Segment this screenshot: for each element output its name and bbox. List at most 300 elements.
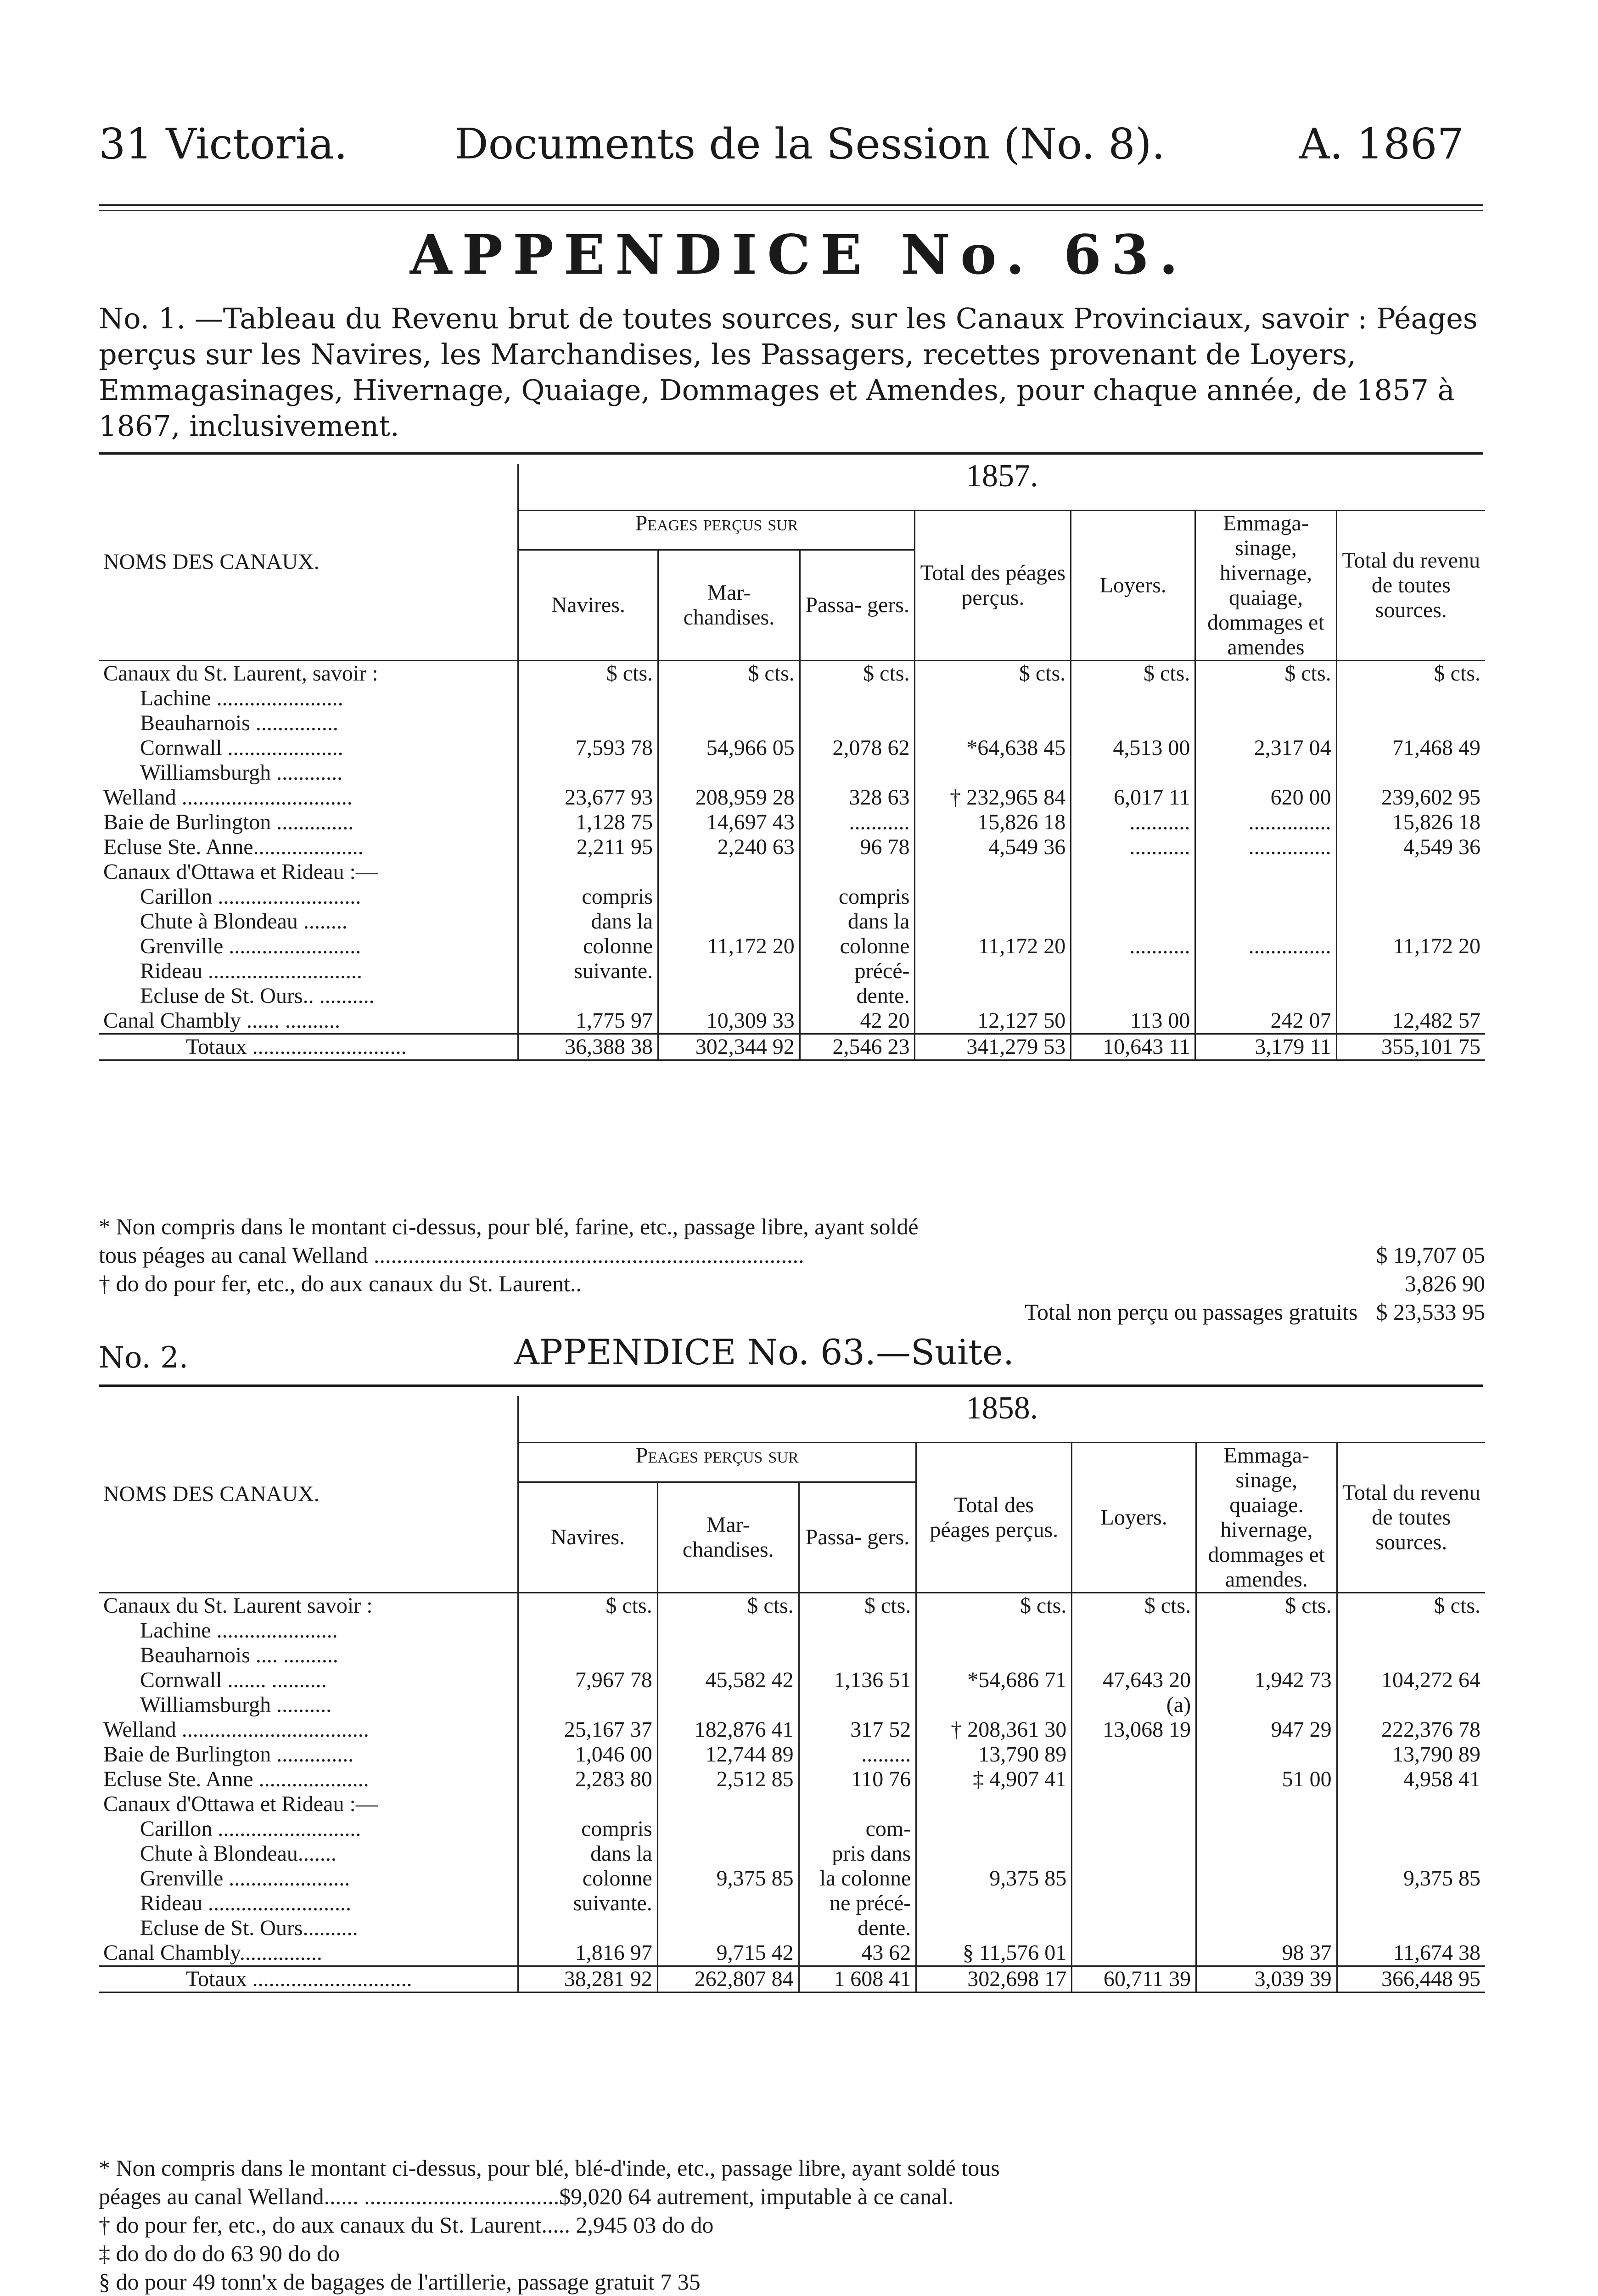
unit-cell: $ cts.: [800, 661, 915, 687]
unit-cell: $ cts.: [657, 1593, 799, 1619]
note: [99, 1298, 1485, 1326]
totals-row: Totaux .............................: [99, 1966, 518, 1992]
value-cell: [1071, 984, 1195, 1008]
value-cell: [658, 760, 800, 785]
table-row: [99, 959, 1485, 984]
value-cell: [1071, 959, 1195, 984]
table-row: [99, 1891, 1485, 1916]
value-cell: 1,128 75: [518, 810, 658, 835]
value-cell: [1071, 711, 1195, 736]
table-row: [99, 1866, 1485, 1891]
canal-name: Carillon ..........................: [99, 1817, 518, 1841]
value-cell: [658, 711, 800, 736]
value-cell: [916, 1643, 1072, 1668]
col-loyers: Loyers.: [1072, 1443, 1196, 1593]
value-cell: ...............: [1195, 934, 1336, 959]
table-row: [99, 984, 1485, 1008]
table-row: [99, 1941, 1485, 1966]
value-cell: 13,790 89: [916, 1742, 1072, 1767]
value-cell: .........: [799, 1742, 916, 1767]
value-cell: 42 20: [800, 1008, 915, 1034]
value-cell: 7,593 78: [518, 736, 658, 760]
value-cell: [1195, 686, 1336, 711]
unit-cell: $ cts.: [799, 1593, 916, 1619]
table2-top-rule: [99, 1384, 1483, 1387]
table-row: [99, 1742, 1485, 1767]
note-text: † do do pour fer, etc., do aux canaux du St. Laurent..: [99, 1271, 582, 1296]
total-cell: 341,279 53: [915, 1034, 1071, 1060]
value-cell: [1071, 760, 1195, 785]
value-cell: 2,317 04: [1195, 736, 1336, 760]
canal-name: Canal Chambly ...... ..........: [99, 1008, 518, 1034]
value-cell: [1195, 860, 1336, 884]
value-cell: 2,283 80: [518, 1767, 658, 1792]
canal-name: Williamsburgh ..........: [99, 1693, 518, 1717]
value-cell: ‡ 4,907 41: [916, 1767, 1072, 1792]
value-cell: 11,172 20: [658, 934, 800, 959]
value-cell: 9,715 42: [657, 1941, 799, 1966]
value-cell: colonne: [518, 934, 658, 959]
value-cell: (a): [1072, 1693, 1196, 1717]
col-total-revenu: Total du revenu de toutes sources.: [1342, 1480, 1480, 1554]
value-cell: [915, 860, 1071, 884]
total-cell: 2,546 23: [800, 1034, 915, 1060]
value-cell: 2,211 95: [518, 835, 658, 860]
table1-description: —Tableau du Revenu brut de toutes sources, sur les Canaux Provinciaux, savoir : Péages perçus sur les Navires, les Marchandises, les Passagers, recettes provenant de Loyers, Emmagasinages, Hivernage, Quaiage, Dommages et Amendes, pour chaque année, de 1857 à 1867, inclusivement.: [99, 302, 1478, 443]
value-cell: colonne: [800, 934, 915, 959]
value-cell: 620 00: [1195, 785, 1336, 810]
table-row: [99, 835, 1485, 860]
canal-name: Beauharnois .... ..........: [99, 1643, 518, 1668]
value-cell: [1072, 1817, 1196, 1841]
table-row: [99, 1643, 1485, 1668]
note: [99, 1241, 1485, 1269]
value-cell: 4,549 36: [1403, 835, 1480, 859]
value-cell: † 208,361 30: [916, 1717, 1072, 1742]
value-cell: [1072, 1643, 1196, 1668]
col-names: NOMS DES CANAUX.: [99, 464, 518, 661]
value-cell: 6,017 11: [1071, 785, 1195, 810]
col-emmagasinage: Emmaga- sinage, quaiage. hivernage, dommages et amendes.: [1196, 1443, 1337, 1593]
table-row: [99, 785, 1485, 810]
col-total-revenu: Total du revenu de toutes sources.: [1342, 548, 1480, 622]
value-cell: † 232,965 84: [915, 785, 1071, 810]
value-cell: [800, 711, 915, 736]
value-cell: [1072, 1841, 1196, 1866]
canal-name: Welland ...............................: [99, 785, 518, 810]
value-cell: 23,677 93: [518, 785, 658, 810]
value-cell: [916, 1693, 1072, 1717]
note-amount: $ 19,707 05: [1376, 1242, 1485, 1268]
value-cell: 54,966 05: [658, 736, 800, 760]
note-text: tous péages au canal Welland ...........................................................................: [99, 1242, 804, 1268]
canal-name: Rideau ..........................: [99, 1891, 518, 1916]
value-cell: [1337, 1693, 1485, 1717]
value-cell: [657, 1916, 799, 1941]
value-cell: 98 37: [1196, 1941, 1337, 1966]
header-left: 31 Victoria.: [99, 119, 348, 169]
col-group: Peages perçus sur: [518, 1443, 916, 1482]
unit-cell: $ cts.: [1195, 661, 1336, 687]
value-cell: [800, 760, 915, 785]
value-cell: [1337, 1817, 1485, 1841]
value-cell: [658, 909, 800, 934]
value-cell: [657, 1817, 799, 1841]
value-cell: [657, 1792, 799, 1817]
value-cell: 113 00: [1071, 1008, 1195, 1034]
col-passagers: Passa- gers.: [800, 550, 915, 660]
col-loyers: Loyers.: [1071, 511, 1195, 661]
value-cell: [658, 884, 800, 909]
value-cell: [915, 909, 1071, 934]
value-cell: 9,375 85: [916, 1866, 1072, 1891]
value-cell: 12,482 57: [1392, 1008, 1480, 1033]
unit-cell: $ cts.: [658, 661, 800, 687]
value-cell: [916, 1891, 1072, 1916]
value-cell: [518, 984, 658, 1008]
table-row: Canaux du St. Laurent, savoir :: [99, 661, 518, 687]
value-cell: 1,775 97: [518, 1008, 658, 1034]
value-cell: 51 00: [1196, 1767, 1337, 1792]
value-cell: [1196, 1693, 1337, 1717]
col-navires: Navires.: [518, 1482, 658, 1593]
value-cell: [1072, 1916, 1196, 1941]
header-center: Documents de la Session (No. 8).: [454, 119, 1165, 169]
col-marchandises: Mar- chandises.: [658, 550, 800, 660]
total-cell: 10,643 11: [1071, 1034, 1195, 1060]
value-cell: ...............: [1195, 810, 1336, 835]
value-cell: *54,686 71: [916, 1668, 1072, 1693]
value-cell: 1,942 73: [1196, 1668, 1337, 1693]
unit-cell: $ cts.: [916, 1593, 1072, 1619]
total-cell: 262,807 84: [657, 1966, 799, 1992]
value-cell: [915, 686, 1071, 711]
value-cell: 222,376 78: [1381, 1717, 1480, 1742]
table1: [99, 458, 1485, 1061]
total-cell: 38,281 92: [518, 1966, 658, 1992]
value-cell: 1,046 00: [518, 1742, 658, 1767]
value-cell: 7,967 78: [518, 1668, 658, 1693]
value-cell: [1071, 860, 1195, 884]
header-right: A. 1867: [1299, 119, 1464, 169]
value-cell: [657, 1643, 799, 1668]
value-cell: [1196, 1817, 1337, 1841]
value-cell: [657, 1693, 799, 1717]
canal-name: Grenville ......................: [99, 1866, 518, 1891]
value-cell: 96 78: [800, 835, 915, 860]
year-1857: 1857.: [518, 464, 1485, 511]
value-cell: [518, 1693, 658, 1717]
value-cell: [1196, 1618, 1337, 1643]
value-cell: 208,959 28: [658, 785, 800, 810]
note: péages au canal Welland...... ..................................$9,020 64 autrement, imputable à ce canal.: [99, 2183, 954, 2209]
table-row: [99, 736, 1485, 760]
table-row: [99, 1767, 1485, 1792]
value-cell: [1336, 711, 1485, 736]
canal-name: Lachine ......................: [99, 1618, 518, 1643]
value-cell: [1195, 711, 1336, 736]
canal-name: Lachine .......................: [99, 686, 518, 711]
value-cell: 11,172 20: [1393, 934, 1480, 958]
unit-cell: $ cts.: [1072, 1593, 1196, 1619]
header-rule: [99, 204, 1483, 206]
value-cell: 110 76: [799, 1767, 916, 1792]
value-cell: [1072, 1891, 1196, 1916]
canal-name: Beauharnois ...............: [99, 711, 518, 736]
note: [99, 1269, 1485, 1298]
value-cell: 12,127 50: [915, 1008, 1071, 1034]
table2: [99, 1390, 1485, 1993]
value-cell: [658, 686, 800, 711]
table-row: [99, 1008, 1485, 1034]
value-cell: [1072, 1792, 1196, 1817]
note-text: * Non compris dans le montant ci-dessus, pour blé, farine, etc., passage libre, ayant soldé: [99, 1214, 919, 1239]
value-cell: 9,375 85: [1403, 1866, 1480, 1891]
value-cell: [518, 1792, 658, 1817]
value-cell: dente.: [799, 1916, 916, 1941]
value-cell: pris dans: [799, 1841, 916, 1866]
total-cell: 302,344 92: [658, 1034, 800, 1060]
col-passagers: Passa- gers.: [799, 1482, 916, 1593]
value-cell: 104,272 64: [1381, 1668, 1480, 1692]
table-row: [99, 1693, 1485, 1717]
value-cell: ...............: [1195, 835, 1336, 860]
value-cell: 182,876 41: [657, 1717, 799, 1742]
value-cell: [915, 760, 1071, 785]
total-cell: 3,179 11: [1195, 1034, 1336, 1060]
value-cell: [1072, 1767, 1196, 1792]
table-row: [99, 1668, 1485, 1693]
value-cell: 2,240 63: [658, 835, 800, 860]
value-cell: 25,167 37: [518, 1717, 658, 1742]
value-cell: [916, 1916, 1072, 1941]
value-cell: [518, 686, 658, 711]
value-cell: 2,512 85: [657, 1767, 799, 1792]
value-cell: [1337, 1792, 1485, 1817]
value-cell: 10,309 33: [658, 1008, 800, 1034]
value-cell: [518, 760, 658, 785]
value-cell: [657, 1618, 799, 1643]
col-total-peages: Total des péages perçus.: [916, 1443, 1072, 1593]
col-marchandises: Mar- chandises.: [657, 1482, 799, 1593]
value-cell: 239,602 95: [1381, 785, 1480, 810]
note: § do pour 49 tonn'x de bagages de l'artillerie, passage gratuit 7 35: [99, 2269, 701, 2295]
value-cell: ...........: [1071, 934, 1195, 959]
value-cell: 947 29: [1196, 1717, 1337, 1742]
value-cell: 4,513 00: [1071, 736, 1195, 760]
table2-heading: APPENDICE No. 63.—Suite.: [514, 1332, 1014, 1373]
total-cell: 366,448 95: [1337, 1966, 1485, 1992]
unit-cell: $ cts.: [518, 661, 658, 687]
total-cell: 60,711 39: [1072, 1966, 1196, 1992]
note-amount: 3,826 90: [1405, 1271, 1485, 1296]
value-cell: dans la: [518, 1841, 658, 1866]
value-cell: compris: [518, 884, 658, 909]
note: [99, 1212, 1485, 1241]
value-cell: [1195, 884, 1336, 909]
value-cell: 13,790 89: [1392, 1742, 1480, 1767]
value-cell: [1196, 1742, 1337, 1767]
table2-notes: [99, 2154, 1485, 2296]
table-row: [99, 810, 1485, 835]
total-cell: 36,388 38: [518, 1034, 658, 1060]
value-cell: [518, 1643, 658, 1668]
value-cell: [1195, 959, 1336, 984]
value-cell: [1337, 1643, 1485, 1668]
total-cell: 302,698 17: [916, 1966, 1072, 1992]
value-cell: [518, 1916, 658, 1941]
value-cell: 15,826 18: [1392, 810, 1480, 834]
value-cell: [915, 711, 1071, 736]
value-cell: [916, 1618, 1072, 1643]
table-row: [99, 1916, 1485, 1941]
col-emmagasinage: Emmaga- sinage, hivernage, quaiage, dommages et amendes: [1195, 511, 1336, 661]
value-cell: [1196, 1841, 1337, 1866]
col-names: NOMS DES CANAUX.: [99, 1396, 518, 1593]
table1-intro: [99, 301, 1485, 444]
value-cell: ...........: [1071, 810, 1195, 835]
value-cell: compris: [800, 884, 915, 909]
value-cell: [799, 1792, 916, 1817]
value-cell: 13,068 19: [1072, 1717, 1196, 1742]
value-cell: [1196, 1643, 1337, 1668]
note: * Non compris dans le montant ci-dessus, pour blé, blé-d'inde, etc., passage libre, ayant soldé tous: [99, 2155, 1000, 2181]
col-total-peages: Total des péages perçus.: [915, 511, 1071, 661]
canal-name: Williamsburgh ............: [99, 760, 518, 785]
total-cell: 3,039 39: [1196, 1966, 1337, 1992]
table-row: [99, 884, 1485, 909]
value-cell: [800, 860, 915, 884]
value-cell: [1072, 1742, 1196, 1767]
value-cell: [799, 1618, 916, 1643]
total-cell: 1 608 41: [799, 1966, 916, 1992]
value-cell: dente.: [800, 984, 915, 1008]
canal-name: Cornwall .....................: [99, 736, 518, 760]
value-cell: ...........: [1071, 835, 1195, 860]
canal-name: Welland ..................................: [99, 1717, 518, 1742]
value-cell: [799, 1693, 916, 1717]
col-navires: Navires.: [518, 550, 658, 660]
table-row: Canaux du St. Laurent savoir :: [99, 1593, 518, 1619]
value-cell: *64,638 45: [915, 736, 1071, 760]
table1-top-rule: [99, 452, 1483, 455]
value-cell: [1336, 909, 1485, 934]
value-cell: [1072, 1941, 1196, 1966]
table1-notes: [99, 1212, 1485, 1326]
canal-name: Chute à Blondeau.......: [99, 1841, 518, 1866]
table-row: [99, 760, 1485, 785]
value-cell: 317 52: [799, 1717, 916, 1742]
value-cell: [657, 1841, 799, 1866]
value-cell: précé-: [800, 959, 915, 984]
value-cell: [1336, 884, 1485, 909]
value-cell: [1336, 686, 1485, 711]
value-cell: 47,643 20: [1072, 1668, 1196, 1693]
unit-cell: $ cts.: [1337, 1593, 1485, 1619]
table-row: [99, 711, 1485, 736]
value-cell: [1336, 959, 1485, 984]
value-cell: suivante.: [518, 959, 658, 984]
value-cell: [1337, 1841, 1485, 1866]
table-row: [99, 1618, 1485, 1643]
value-cell: 45,582 42: [657, 1668, 799, 1693]
value-cell: [1071, 884, 1195, 909]
value-cell: 11,172 20: [915, 934, 1071, 959]
unit-cell: $ cts.: [915, 661, 1071, 687]
value-cell: § 11,576 01: [916, 1941, 1072, 1966]
value-cell: 328 63: [800, 785, 915, 810]
value-cell: ...........: [800, 810, 915, 835]
value-cell: [1071, 686, 1195, 711]
value-cell: [1336, 860, 1485, 884]
table-row: [99, 1841, 1485, 1866]
value-cell: 4,549 36: [915, 835, 1071, 860]
value-cell: [915, 884, 1071, 909]
value-cell: [915, 984, 1071, 1008]
value-cell: [1337, 1891, 1485, 1916]
note: ‡ do do do do 63 90 do do: [99, 2240, 340, 2266]
table-row: [99, 860, 1485, 884]
value-cell: 1,816 97: [518, 1941, 658, 1966]
appendix-title: APPENDICE No. 63.: [409, 223, 1189, 287]
table-row: [99, 1717, 1485, 1742]
value-cell: com-: [799, 1817, 916, 1841]
canal-name: Baie de Burlington ..............: [99, 810, 518, 835]
value-cell: [800, 686, 915, 711]
note-text: Total non perçu ou passages gratuits: [1025, 1299, 1358, 1325]
total-cell: 355,101 75: [1336, 1034, 1485, 1060]
value-cell: [1337, 1618, 1485, 1643]
canal-name: Grenville ........................: [99, 934, 518, 959]
canal-name: Chute à Blondeau ........: [99, 909, 518, 934]
value-cell: [916, 1841, 1072, 1866]
canal-name: Ecluse de St. Ours.. ..........: [99, 984, 518, 1008]
table-row: [99, 934, 1485, 959]
value-cell: 9,375 85: [657, 1866, 799, 1891]
value-cell: suivante.: [518, 1891, 658, 1916]
value-cell: [1195, 984, 1336, 1008]
value-cell: la colonne: [799, 1866, 916, 1891]
value-cell: [658, 860, 800, 884]
unit-cell: $ cts.: [1196, 1593, 1337, 1619]
value-cell: [1195, 909, 1336, 934]
value-cell: [1072, 1618, 1196, 1643]
table-row: [99, 909, 1485, 934]
note-amount: $ 23,533 95: [1376, 1299, 1485, 1325]
value-cell: [916, 1792, 1072, 1817]
table-row: [99, 686, 1485, 711]
table-row: [99, 1817, 1485, 1841]
note: † do pour fer, etc., do aux canaux du St. Laurent..... 2,945 03 do do: [99, 2212, 714, 2238]
canal-name: Cornwall ....... ..........: [99, 1668, 518, 1693]
value-cell: [1196, 1891, 1337, 1916]
value-cell: 14,697 43: [658, 810, 800, 835]
table2-label: No. 2.: [99, 1341, 189, 1375]
value-cell: [1196, 1792, 1337, 1817]
canal-name: Carillon ..........................: [99, 884, 518, 909]
table-row: [99, 1792, 1485, 1817]
canal-name: Ecluse Ste. Anne....................: [99, 835, 518, 860]
canal-name: Ecluse Ste. Anne ....................: [99, 1767, 518, 1792]
value-cell: [915, 959, 1071, 984]
value-cell: dans la: [518, 909, 658, 934]
canal-name: Canaux d'Ottawa et Rideau :—: [99, 1792, 518, 1817]
value-cell: compris: [518, 1817, 658, 1841]
value-cell: 71,468 49: [1392, 736, 1480, 760]
unit-cell: $ cts.: [1071, 661, 1195, 687]
value-cell: 43 62: [799, 1941, 916, 1966]
value-cell: [1071, 909, 1195, 934]
